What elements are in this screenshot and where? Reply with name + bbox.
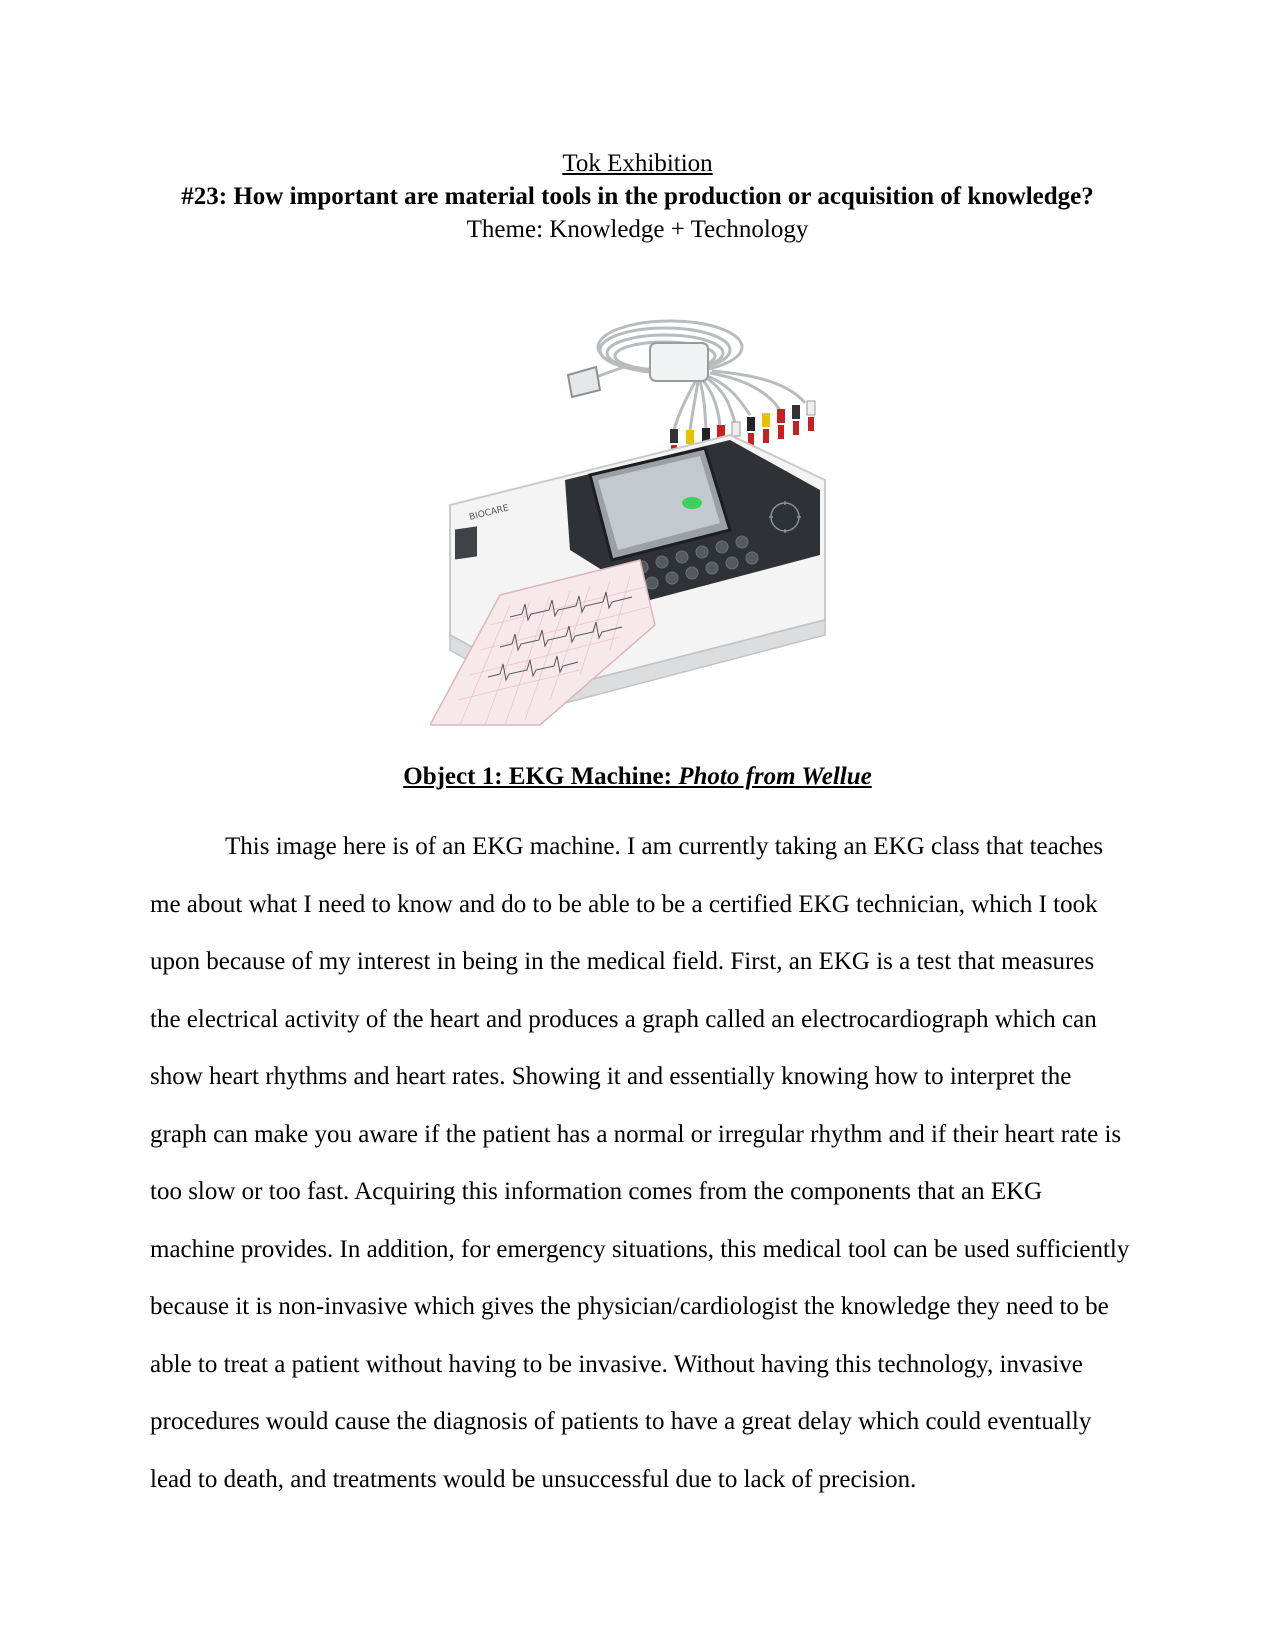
svg-text:BIOCARE: BIOCARE	[468, 503, 510, 523]
document-title: Tok Exhibition	[562, 150, 713, 177]
exhibition-question: #23: How important are material tools in the production or acquisition of knowledge?	[181, 183, 1094, 210]
theme-line: Theme: Knowledge + Technology	[466, 216, 809, 243]
db-connector	[568, 367, 600, 397]
ekg-machine-icon	[430, 305, 880, 735]
body-paragraph: This image here is of an EKG machine. I am currently taking an EKG class that teaches me about what I need to know and do to be able to be a certified EKG technician, which I took upon because of my interest in being in the medical field. First, an EKG is a test that measures the electrical activity of the heart and produces a graph called an electrocardiograph which can show heart rhythms and heart rates. Showing it and essentially knowing how to interpret the graph can make you aware if the patient has a normal or irregular rhythm and if their heart rate is too slow or too fast. Acquiring this information comes from the components that an EKG machine provides. In addition, for emergency situations, this medical tool can be used sufficiently because it is non-invasive which gives the physician/cardiologist the knowledge they need to be able to treat a patient without having to be invasive. Without having this technology, invasive procedures would cause the diagnosis of patients to have a great delay which could eventually lead to death, and treatments would be unsuccessful due to lack of precision.	[150, 833, 1130, 1493]
figure-caption	[0, 761, 1275, 793]
ekg-machine-image	[430, 305, 880, 735]
caption-source: Photo from Wellue	[678, 763, 872, 790]
caption-main: Object 1: EKG Machine:	[403, 763, 679, 790]
junction-box	[650, 343, 708, 381]
